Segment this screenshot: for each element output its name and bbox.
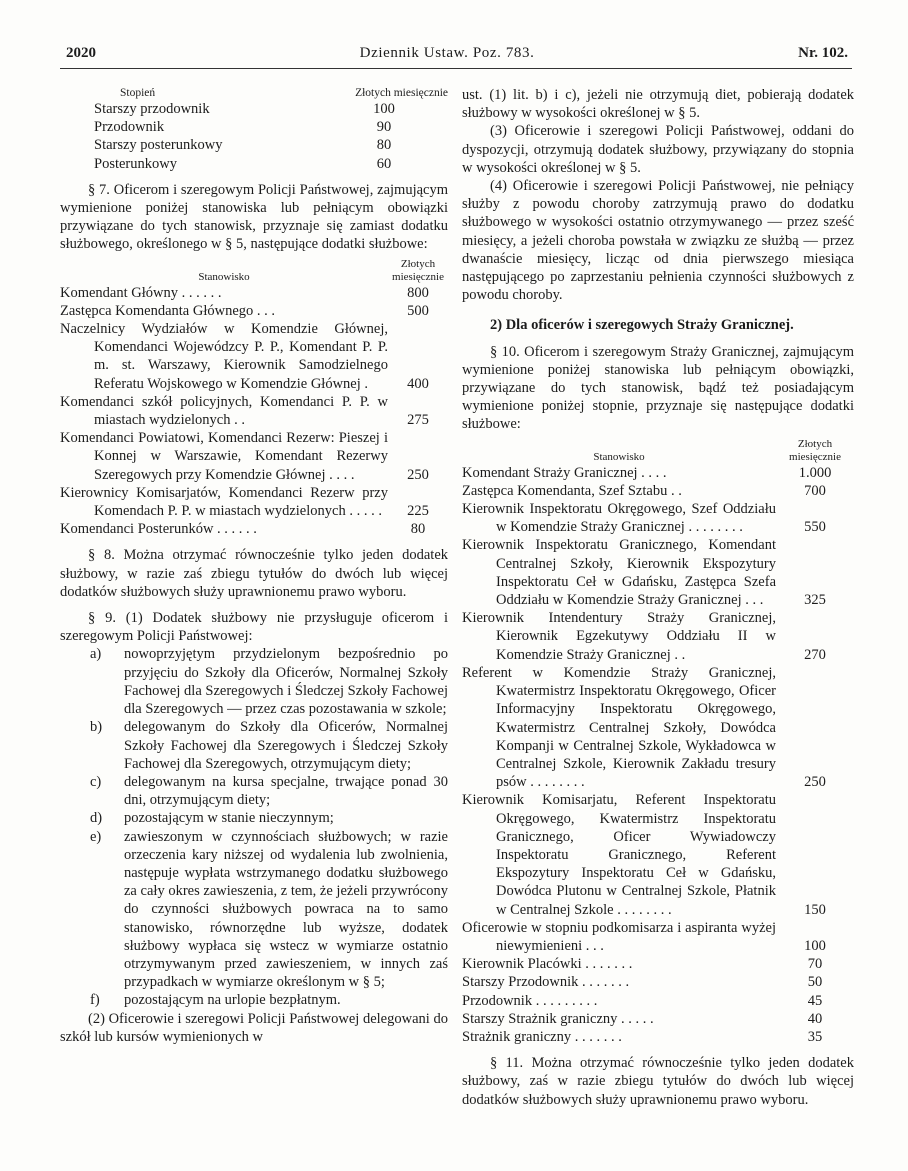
rank-name: Starszy przodownik bbox=[94, 101, 210, 117]
table-row bbox=[462, 919, 854, 955]
table-position: Komendanci szkół policyjnych, Komendanci P. P. w miastach wydzielonych . . bbox=[60, 393, 388, 429]
table-row bbox=[60, 302, 448, 320]
table-amount: 500 bbox=[407, 302, 429, 319]
paragraph-10: § 10. Oficerom i szeregowym Straży Granicznej, zajmującym wymienione poniżej stanowiska lub pełniącym obowiązki, przywiązane do tych stanowisk, bądź też posiadającym wymienione poniżej stopnie, przyznaje się następujące dodatki służbowe: bbox=[462, 343, 854, 433]
table-amount: 325 bbox=[804, 592, 826, 609]
table-amount: 150 bbox=[804, 901, 826, 918]
rank-name: Starszy posterunkowy bbox=[94, 137, 223, 154]
rank-value: 90 bbox=[376, 119, 392, 136]
table-amount: 400 bbox=[407, 375, 429, 392]
table-position: Referent w Komendzie Straży Granicznej, Kwatermistrz Inspektoratu Okręgowego, Oficer Informacyjny Inspektoratu Okręgowego, Kwatermistrz Centralnej Szkoły, Dowódca Kompanji w Centralnej Szkole, Wykładowca w Centralnej Szkole, Kierownik Zakładu tresury psów . . . . . . . . bbox=[462, 664, 776, 791]
paragraph-7: § 7. Oficerom i szeregowym Policji Państwowej, zajmującym wymienione poniżej stanowiska lub pełniącym obowiązki przywiązane do tych stanowisk, przyznaje się zamiast dodatku służbowego, określonego w § 5, następujące dodatki służbowe: bbox=[60, 181, 448, 253]
list-key: d) bbox=[90, 810, 103, 827]
list-item bbox=[60, 991, 448, 1009]
table-amount: 700 bbox=[804, 482, 826, 499]
table-position: Kierownik Inspektoratu Okręgowego, Szef Oddziału w Komendzie Straży Granicznej . . . . . . . . bbox=[462, 501, 776, 536]
issue-number: Nr. 102. bbox=[798, 45, 848, 61]
table10-header: Stanowisko Złotych miesięcznie bbox=[593, 437, 841, 463]
rank-table-header: Stopień Złotych miesięcznie bbox=[120, 87, 448, 99]
table-position: Naczelnicy Wydziałów w Komendzie Głównej, Komendanci Wojewódzcy P. P., Komendant P. P. m. st. Warszawy, Kierownik Samodzielnego Referatu Wojskowego w Komendzie Głównej . bbox=[60, 321, 388, 392]
list-item bbox=[60, 718, 448, 773]
table-amount: 225 bbox=[407, 503, 429, 520]
table-amount: 800 bbox=[407, 284, 429, 301]
table-row bbox=[60, 320, 448, 393]
table-amount: 550 bbox=[804, 519, 826, 536]
table-row bbox=[462, 664, 854, 791]
list-key: b) bbox=[90, 719, 103, 736]
list-key: a) bbox=[90, 646, 102, 663]
list-text: pozostającym na urlopie bezpłatnym. bbox=[124, 992, 341, 1009]
table-row bbox=[60, 284, 448, 302]
list-text: pozostającym w stanie nieczynnym; bbox=[124, 810, 334, 827]
table-amount: 50 bbox=[807, 974, 823, 991]
table-amount: 250 bbox=[407, 466, 429, 483]
rank-value: 60 bbox=[376, 155, 392, 172]
table-amount: 270 bbox=[804, 646, 826, 663]
list-text: nowoprzyjętym przydzielonym bezpośrednio po przyjęciu do Szkoły dla Oficerów, Normalnej Szkoły Fachowej dla Szeregowych i Śledczej Szkoły Fachowej dla Szeregowych — przez czas pozostawania w szkole; bbox=[124, 646, 448, 718]
table7 bbox=[60, 284, 448, 539]
table-position: Komendanci Posterunków . . . . . . bbox=[60, 521, 257, 538]
paragraph-9-cont: ust. (1) lit. b) i c), jeżeli nie otrzymują diet, pobierają dodatek służbowy w wysokości określonej w § 5. bbox=[462, 87, 854, 122]
table-row bbox=[462, 464, 854, 482]
paragraph-9-list bbox=[60, 645, 448, 1009]
table-position: Starszy Strażnik graniczny . . . . . bbox=[462, 1010, 654, 1027]
journal-title: Dziennik Ustaw. Poz. 783. bbox=[359, 45, 535, 61]
right-column bbox=[462, 86, 854, 1109]
rank-name: Przodownik bbox=[94, 119, 165, 136]
list-item bbox=[60, 645, 448, 718]
table-row bbox=[462, 1010, 854, 1028]
list-text: delegowanym na kursa specjalne, trwające ponad 30 dni, otrzymującym diety; bbox=[124, 773, 448, 809]
section-heading-2: 2) Dla oficerów i szeregowych Straży Granicznej. bbox=[490, 317, 794, 334]
rank-table bbox=[60, 100, 448, 173]
page-number: 2020 bbox=[66, 45, 96, 61]
rank-row bbox=[60, 155, 448, 173]
paragraph-9-3: (3) Oficerowie i szeregowi Policji Państwowej, oddani do dyspozycji, otrzymują dodatek służbowy, przywiązany do stopnia w wysokości określonej w § 5. bbox=[462, 123, 854, 176]
table10 bbox=[462, 464, 854, 1047]
left-column bbox=[60, 86, 448, 1046]
table-row bbox=[60, 393, 448, 429]
list-text: zawieszonym w czynnościach służbowych; w razie orzeczenia kary niższej od wydalenia lub zwolnienia, następuje wypłata wstrzymanego dodatku służbowego za cały okres zawieszenia, z tem, że jeżeli przywrócony do czynności służbowych powraca na to samo stanowisko, równorzędne lub wyższe, dodatek służbowy wypłaca się wstecz w wymiarze ostatnio otrzymywanym przed zawieszeniem, w innych zaś przypadkach w wymiarze określonym w § 5; bbox=[124, 828, 448, 991]
table-row bbox=[462, 500, 854, 536]
list-key: c) bbox=[90, 773, 102, 790]
table-position: Komendant Główny . . . . . . bbox=[60, 284, 222, 301]
table-amount: 80 bbox=[410, 521, 426, 538]
table-position: Kierownik Inspektoratu Granicznego, Komendant Centralnej Szkoły, Kierownik Ekspozytury Inspektoratu Ceł w Gdańsku, Zastępca Szefa Oddziału w Komendzie Straży Granicznej . . . bbox=[462, 537, 776, 609]
paragraph-9: § 9. (1) Dodatek służbowy nie przysługuje oficerom i szeregowym Policji Państwowej: bbox=[60, 610, 448, 645]
table-row bbox=[60, 484, 448, 520]
table-row bbox=[462, 955, 854, 973]
table-position: Przodownik . . . . . . . . . bbox=[462, 992, 598, 1009]
table-position: Strażnik graniczny . . . . . . . bbox=[462, 1028, 622, 1045]
list-item bbox=[60, 828, 448, 992]
table-row bbox=[462, 609, 854, 664]
table-amount: 275 bbox=[407, 412, 429, 429]
page-header bbox=[66, 44, 848, 66]
rank-value: 80 bbox=[376, 137, 392, 154]
paragraph-9-2: (2) Oficerowie i szeregowi Policji Państwowej delegowani do szkół lub kursów wymienionych w bbox=[60, 1010, 448, 1045]
paragraph-9-4: (4) Oficerowie i szeregowi Policji Państwowej, nie pełniący służby z powodu choroby zatrzymują prawo do dodatku służbowego w wysokości ostatnio otrzymywanego — przez sześć miesięcy, a jeżeli choroba powstała w związku ze służbą — przez dwanaście miesięcy, licząc od dnia pierwszego miesiąca następującego po zaprzestaniu pełnienia czynności służbowych z powodu choroby. bbox=[462, 178, 854, 304]
table-row bbox=[60, 520, 448, 538]
list-item bbox=[60, 809, 448, 827]
table-position: Zastępca Komendanta, Szef Sztabu . . bbox=[462, 482, 682, 499]
header-rule bbox=[60, 68, 852, 69]
table-position: Starszy Przodownik . . . . . . . bbox=[462, 974, 630, 991]
table-row bbox=[462, 992, 854, 1010]
table-amount: 45 bbox=[807, 992, 823, 1009]
list-key: e) bbox=[90, 828, 102, 845]
table-row bbox=[462, 791, 854, 918]
table-amount: 40 bbox=[807, 1010, 823, 1027]
table-amount: 250 bbox=[804, 774, 826, 791]
table-position: Kierownik Placówki . . . . . . . bbox=[462, 956, 633, 973]
paragraph-11: § 11. Można otrzymać równocześnie tylko jeden dodatek służbowy, zaś w razie zbiegu tytułów do dwóch lub więcej dodatków służbowych służy uprawnionemu prawo wyboru. bbox=[462, 1055, 854, 1108]
table-position: Zastępca Komendanta Głównego . . . bbox=[60, 302, 276, 319]
rank-row bbox=[60, 136, 448, 154]
table-position: Komendant Straży Granicznej . . . . bbox=[462, 464, 667, 481]
list-text: delegowanym do Szkoły dla Oficerów, Normalnej Szkoły Fachowej dla Szeregowych i Śledczej Szkoły Fachowej dla Szeregowych, otrzymującym diety; bbox=[124, 719, 448, 772]
table-amount: 1.000 bbox=[798, 464, 832, 481]
table-position: Kierownik Intendentury Straży Granicznej, Kierownik Egzekutywy Oddziału II w Komendzie Straży Granicznej . . bbox=[462, 610, 776, 663]
rank-row bbox=[60, 100, 448, 118]
table-row bbox=[462, 482, 854, 500]
list-item bbox=[60, 773, 448, 809]
list-key: f) bbox=[90, 992, 100, 1009]
table-position: Komendanci Powiatowi, Komendanci Rezerw: Pieszej i Konnej w Warszawie, Komendant Rezerwy Szeregowych przy Komendzie Głównej . . . . bbox=[60, 430, 388, 483]
rank-value: 100 bbox=[373, 101, 395, 117]
table-amount: 35 bbox=[807, 1028, 823, 1045]
table-position: Kierownicy Komisarjatów, Komendanci Rezerw przy Komendach P. P. w miastach wydzielonych . . . . . bbox=[60, 484, 388, 520]
table-amount: 70 bbox=[807, 956, 823, 973]
paragraph-8: § 8. Można otrzymać równocześnie tylko jeden dodatek służbowy, w razie zaś zbiegu tytułów do dwóch lub więcej dodatków służbowych służy uprawnionemu prawo wyboru. bbox=[60, 547, 448, 600]
table-position: Kierownik Komisarjatu, Referent Inspektoratu Okręgowego, Kwatermistrz Inspektoratu Granicznego, Oficer Wywiadowczy Inspektoratu Granicznego, Referent Ekspozytury Inspektoratu Ceł w Gdańsku, Dowódca Plutonu w Centralnej Szkole, Płatnik w Centralnej Szkole . . . . . . . . bbox=[462, 792, 776, 918]
table-row bbox=[60, 429, 448, 484]
table-amount: 100 bbox=[804, 937, 826, 954]
table7-header: Stanowisko Złotych miesięcznie bbox=[198, 257, 444, 283]
table-row bbox=[462, 536, 854, 609]
rank-row bbox=[60, 118, 448, 136]
table-row bbox=[462, 1028, 854, 1046]
rank-name: Posterunkowy bbox=[94, 155, 177, 172]
table-position: Oficerowie w stopniu podkomisarza i aspiranta wyżej niewymienieni . . . bbox=[462, 919, 776, 954]
table-row bbox=[462, 973, 854, 991]
